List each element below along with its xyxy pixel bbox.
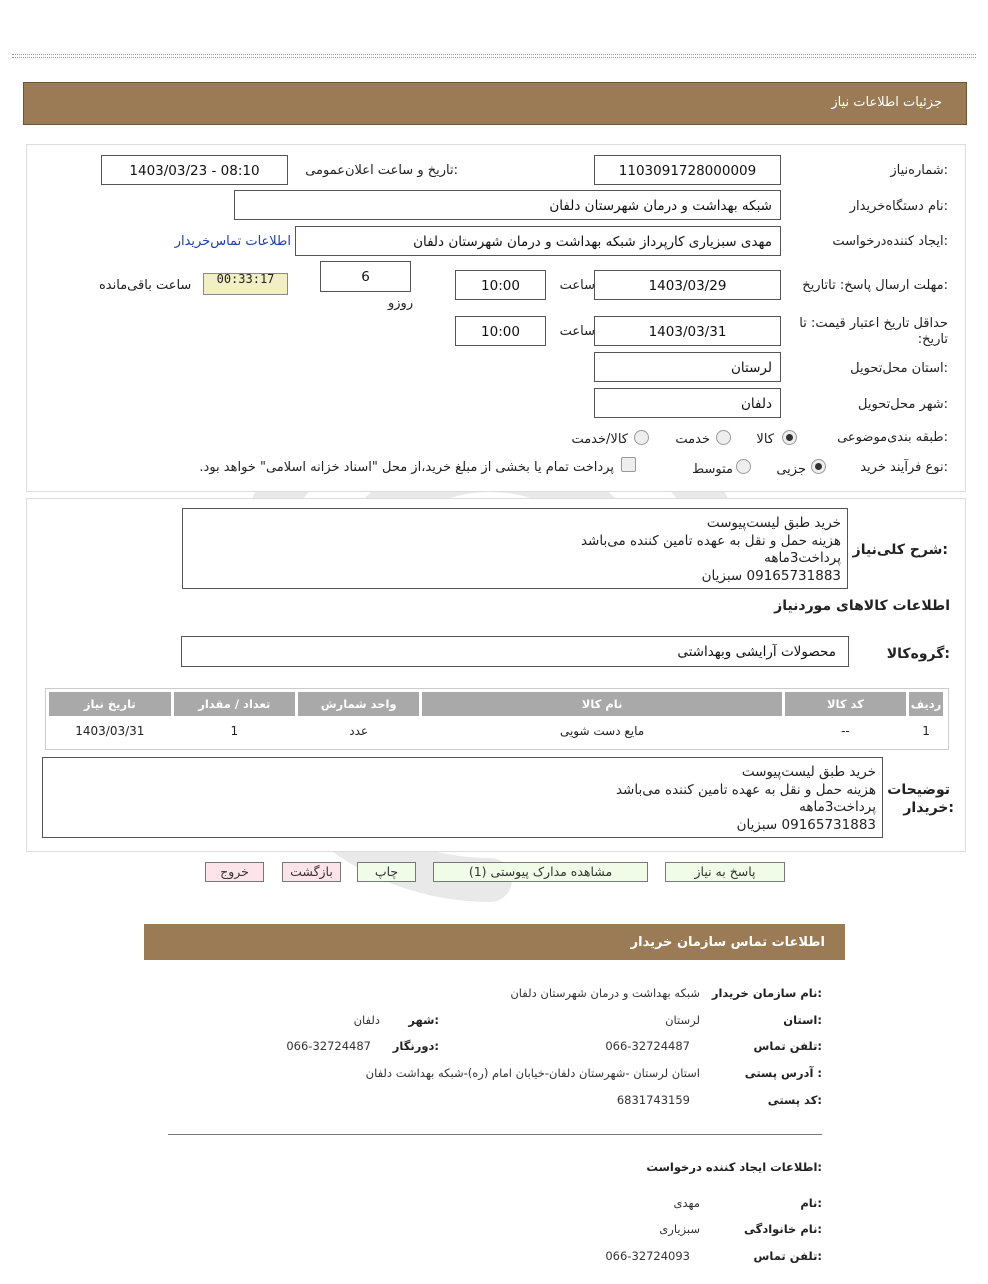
price-time-field[interactable]: 10:00 bbox=[455, 316, 546, 346]
reply-time-field[interactable]: 10:00 bbox=[455, 270, 546, 300]
table-row[interactable] bbox=[49, 719, 943, 743]
creator-family-label: نام خانوادگی: bbox=[744, 1222, 822, 1236]
summary-line-3: پرداخت3ماهه bbox=[764, 550, 841, 566]
back-button[interactable]: بازگشت bbox=[282, 862, 341, 882]
contact-phone-value: 066-32724487 bbox=[605, 1039, 690, 1053]
cell-qty: 1 bbox=[230, 724, 239, 738]
page-header bbox=[23, 82, 967, 125]
days-label: روزو bbox=[388, 296, 414, 311]
goods-section-title: اطلاعات کالاهای موردنیاز bbox=[774, 598, 950, 614]
contact-header bbox=[144, 924, 845, 960]
cell-date: 1403/03/31 bbox=[75, 724, 145, 738]
items-header-row bbox=[49, 692, 943, 716]
contact-province-label: استان: bbox=[783, 1013, 822, 1027]
summary-label: شرح کلی‌نیاز: bbox=[852, 542, 948, 558]
print-button[interactable]: چاپ bbox=[357, 862, 416, 882]
category-both-radio[interactable] bbox=[634, 430, 649, 445]
buyer-notes-textarea[interactable] bbox=[42, 757, 883, 838]
reply-date-field[interactable]: 1403/03/29 bbox=[594, 270, 781, 300]
category-service-radio[interactable] bbox=[716, 430, 731, 445]
city-label: شهر محل‌تحویل: bbox=[858, 397, 948, 412]
contact-phone-label: تلفن تماس: bbox=[753, 1039, 822, 1053]
reply-button[interactable]: پاسخ به نیاز bbox=[665, 862, 785, 882]
summary-textarea[interactable] bbox=[182, 508, 848, 589]
reply-deadline-label: مهلت ارسال پاسخ: تاتاریخ: bbox=[802, 278, 948, 293]
cell-name: مایع دست شویی bbox=[559, 724, 645, 738]
payment-note: پرداخت تمام یا بخشی از مبلغ خرید،از محل "اسناد خزانه اسلامی" خواهد بود. bbox=[199, 460, 614, 475]
buyer-notes-label-2: خریدار: bbox=[903, 800, 954, 816]
remaining-timer: 00:33:17 bbox=[203, 273, 288, 295]
category-both-label: کالا/خدمت bbox=[571, 432, 628, 447]
contact-city-value: دلفان bbox=[353, 1013, 380, 1027]
summary-line-2: هزینه حمل و نقل به عهده تامین کننده می‌باشد bbox=[580, 532, 841, 549]
process-medium-label: متوسط bbox=[692, 462, 733, 477]
category-service-label: خدمت bbox=[675, 432, 710, 447]
page-title: جزئیات اطلاعات نیاز bbox=[831, 95, 942, 110]
remaining-label: ساعت باقی‌مانده bbox=[99, 278, 192, 293]
col-date: تاریخ نیاز bbox=[49, 692, 171, 716]
treasury-payment-checkbox[interactable] bbox=[621, 457, 636, 472]
cell-unit: عدد bbox=[349, 724, 369, 738]
summary-line-1: خرید طبق لیست‌پیوست bbox=[706, 515, 841, 531]
notes-line-1: خرید طبق لیست‌پیوست bbox=[741, 764, 876, 780]
buyer-contact-link[interactable]: اطلاعات تماس‌خریدار bbox=[174, 234, 291, 249]
col-code: کد کالا bbox=[785, 692, 906, 716]
summary-line-4: 09165731883 سبزیان bbox=[701, 567, 841, 584]
col-name: نام کالا bbox=[422, 692, 781, 716]
province-label: استان محل‌تحویل: bbox=[850, 361, 948, 376]
creator-label: ایجاد کننده‌درخواست: bbox=[832, 234, 948, 249]
col-qty: تعداد / مقدار bbox=[174, 692, 295, 716]
buyer-org-field[interactable]: شبکه بهداشت و درمان شهرستان دلفان bbox=[234, 190, 781, 220]
contact-address-label: آدرس پستی : bbox=[744, 1066, 822, 1080]
cell-row: 1 bbox=[922, 724, 930, 738]
items-table-frame bbox=[45, 688, 949, 750]
notes-line-3: پرداخت3ماهه bbox=[799, 799, 876, 815]
creator-family-value: سبزیاری bbox=[659, 1222, 700, 1236]
process-minor-radio[interactable] bbox=[811, 459, 826, 474]
attachments-button[interactable]: مشاهده مدارک پیوستی (1) bbox=[433, 862, 648, 882]
price-validity-label: حداقل تاریخ اعتبار قیمت: تا تاریخ: bbox=[799, 316, 948, 347]
creator-phone-label: تلفن تماس: bbox=[753, 1249, 822, 1263]
category-label: طبقه بندی‌موضوعی: bbox=[837, 430, 948, 445]
goods-group-field[interactable]: محصولات آرایشی وبهداشتی bbox=[181, 636, 849, 667]
col-row: ردیف bbox=[909, 692, 943, 716]
need-number-field[interactable]: 1103091728000009 bbox=[594, 155, 781, 185]
col-unit: واحد شمارش bbox=[298, 692, 419, 716]
process-medium-radio[interactable] bbox=[736, 459, 751, 474]
announce-label: تاریخ و ساعت اعلان‌عمومی: bbox=[305, 163, 458, 178]
contact-fax-value: 066-32724487 bbox=[286, 1039, 371, 1053]
buyer-org-label: نام دستگاه‌خریدار: bbox=[849, 199, 948, 214]
days-field[interactable]: 6 bbox=[320, 261, 411, 292]
creator-section-title: اطلاعات ایجاد کننده درخواست: bbox=[646, 1160, 822, 1174]
contact-postal-value: 6831743159 bbox=[616, 1093, 690, 1107]
goods-group-label: گروه‌کالا: bbox=[886, 646, 950, 662]
creator-phone-value: 066-32724093 bbox=[605, 1249, 690, 1263]
org-name-label: نام سازمان خریدار: bbox=[711, 986, 822, 1000]
reply-time-label: ساعت bbox=[559, 278, 595, 293]
org-name-value: شبکه بهداشت و درمان شهرستان دلفان bbox=[510, 986, 700, 1000]
contact-address-value: استان لرستان -شهرستان دلفان-خیابان امام (ره)-شبکه بهداشت دلفان bbox=[365, 1066, 700, 1080]
contact-title: اطلاعات تماس سازمان خریدار bbox=[630, 935, 825, 950]
price-date-field[interactable]: 1403/03/31 bbox=[594, 316, 781, 346]
contact-fax-label: دورنگار: bbox=[392, 1039, 439, 1053]
process-minor-label: جزیی bbox=[776, 462, 806, 477]
creator-name-label: نام: bbox=[800, 1196, 822, 1210]
contact-province-value: لرستان bbox=[665, 1013, 700, 1027]
city-field[interactable]: دلفان bbox=[594, 388, 781, 418]
cell-code: -- bbox=[841, 724, 850, 738]
notes-line-4: 09165731883 سبزیان bbox=[736, 816, 876, 833]
province-field[interactable]: لرستان bbox=[594, 352, 781, 382]
price-time-label: ساعت bbox=[559, 324, 595, 339]
notes-line-2: هزینه حمل و نقل به عهده تامین کننده می‌باشد bbox=[615, 781, 876, 798]
top-divider bbox=[12, 54, 976, 58]
contact-city-label: شهر: bbox=[408, 1013, 439, 1027]
creator-field[interactable]: مهدی سبزیاری کارپرداز شبکه بهداشت و درمان شهرستان دلفان bbox=[295, 226, 781, 256]
buyer-notes-label-1: توضیحات bbox=[887, 782, 950, 798]
announce-datetime-field[interactable]: 1403/03/23 - 08:10 bbox=[101, 155, 288, 185]
items-table bbox=[46, 689, 946, 746]
creator-name-value: مهدی bbox=[673, 1196, 700, 1210]
category-goods-label: کالا bbox=[756, 432, 774, 447]
contact-postal-label: کد پستی: bbox=[767, 1093, 822, 1107]
contact-divider bbox=[168, 1134, 822, 1135]
exit-button[interactable]: خروج bbox=[205, 862, 264, 882]
category-goods-radio[interactable] bbox=[782, 430, 797, 445]
need-number-label: شماره‌نیاز: bbox=[890, 163, 948, 178]
process-label: نوع فرآیند خرید: bbox=[860, 460, 948, 475]
